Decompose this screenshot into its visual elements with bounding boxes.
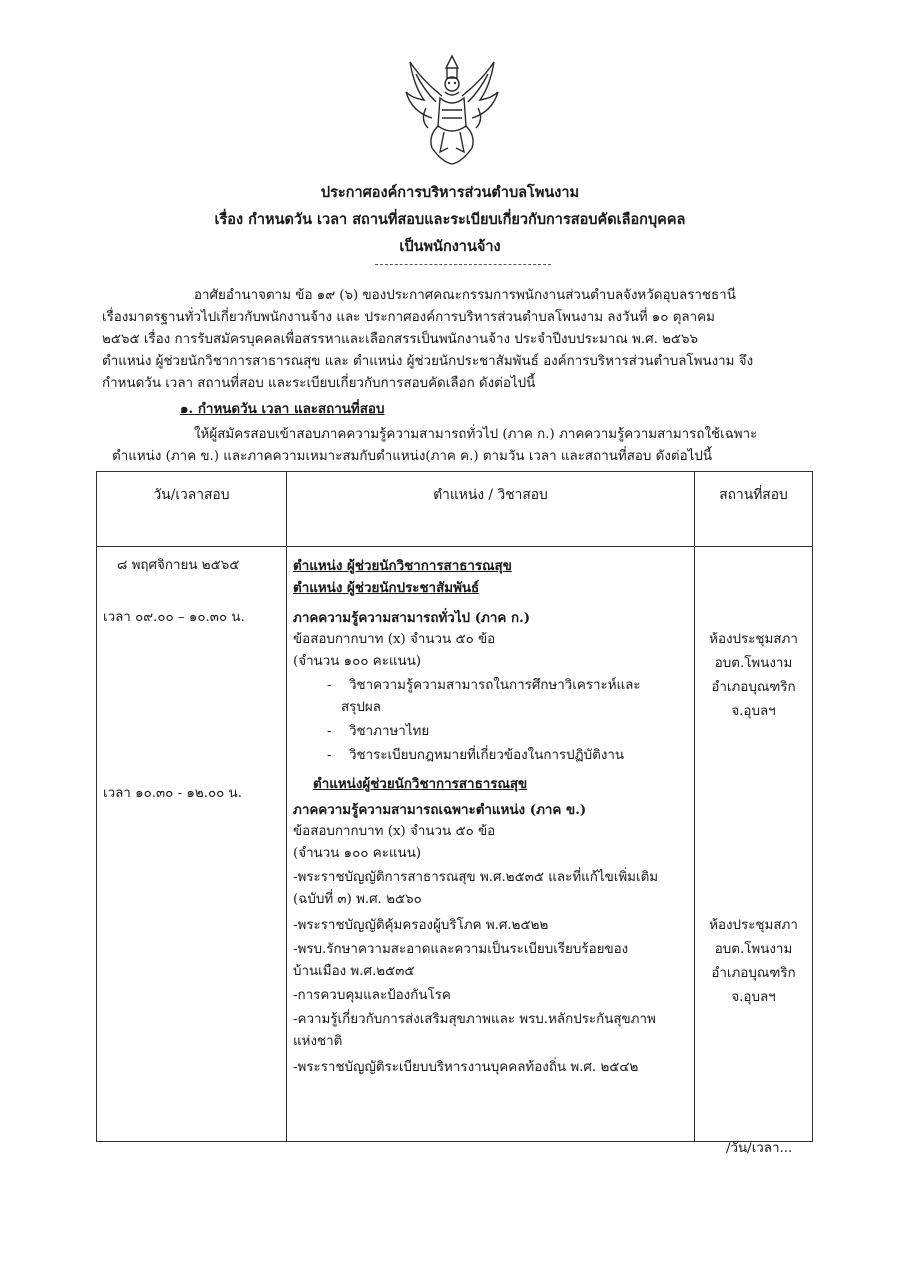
list-item: -พระราชบัญญัติคุ้มครองผู้บริโภค พ.ศ.๒๕๒๒ — [293, 918, 549, 933]
exam-date: ๘ พฤศจิกายน ๒๕๖๕ — [117, 558, 240, 573]
list-item-cont: สรุปผล — [341, 700, 381, 715]
body-paragraph-line: ตำแหน่ง (ภาค ข.) และภาคความเหมาะสมกับตำแหน่ง(ภาค ค.) ตามวัน เวลา และสถานที่สอบ ดังต่อไปนี้ — [112, 449, 713, 464]
part-b-title: ภาคความรู้ความสามารถเฉพาะตำแหน่ง (ภาค ข.) — [293, 802, 587, 818]
list-item: -พระราชบัญญัติการสาธารณสุข พ.ศ.๒๕๓๕ และที่แก้ไขเพิ่มเติม — [293, 870, 659, 885]
list-item: -ความรู้เกี่ยวกับการส่งเสริมสุขภาพและ พรบ.หลักประกันสุขภาพ — [293, 1012, 656, 1027]
part-b-score: (จำนวน ๑๐๐ คะแนน) — [293, 846, 422, 861]
part-a-mcq: ข้อสอบกากบาท (x) จำนวน ๕๐ ข้อ — [293, 632, 496, 647]
continuation-note: /วัน/เวลา... — [726, 1141, 793, 1156]
location-line: อบต.โพนงาม — [714, 656, 793, 671]
exam-schedule-table — [96, 471, 813, 1142]
list-item: -พรบ.รักษาความสะอาดและความเป็นระเบียบเรียบร้อยของ — [293, 942, 629, 957]
location-line: ห้องประชุมสภา — [709, 918, 798, 933]
body-paragraph-line: ๒๕๖๕ เรื่อง การรับสมัครบุคคลเพื่อสรรหาและเลือกสรรเป็นพนักงานจ้าง ประจำปีงบประมาณ พ.ศ. ๒๕๖๖ — [102, 332, 699, 347]
header-date-time: วัน/เวลาสอบ — [97, 472, 287, 547]
location-line: อบต.โพนงาม — [714, 942, 793, 957]
announcement-title: ประกาศองค์การบริหารส่วนตำบลโพนงาม — [320, 184, 580, 201]
section-heading: ๑. กำหนดวัน เวลา และสถานที่สอบ — [180, 401, 385, 417]
garuda-emblem-icon — [402, 52, 502, 168]
title-separator — [375, 264, 551, 265]
part-b-mcq: ข้อสอบกากบาท (x) จำนวน ๕๐ ข้อ — [293, 824, 496, 839]
location-cell — [695, 547, 813, 1142]
body-paragraph-line: ตำแหน่ง ผู้ช่วยนักวิชาการสาธารณสุข และ ตำแหน่ง ผู้ช่วยนักประชาสัมพันธ์ องค์การบริหารส่วนตำบลโพนงาม จึง — [102, 354, 754, 369]
table-header-row — [97, 472, 813, 547]
list-item-cont: (ฉบับที่ ๓) พ.ศ. ๒๕๖๐ — [293, 892, 422, 907]
exam-time-1: เวลา ๐๙.๐๐ – ๑๐.๓๐ น. — [103, 610, 245, 625]
exam-time-2: เวลา ๑๐.๓๐ - ๑๒.๐๐ น. — [103, 786, 242, 801]
header-location: สถานที่สอบ — [695, 472, 813, 547]
table-row — [97, 547, 813, 1142]
list-item: -พระราชบัญญัติระเบียบบริหารงานบุคคลท้องถิ่น พ.ศ. ๒๕๔๒ — [293, 1060, 639, 1075]
subject-cell — [287, 547, 695, 1142]
body-paragraph-line: เรื่องมาตรฐานทั่วไปเกี่ยวกับพนักงานจ้าง และ ประกาศองค์การบริหารส่วนตำบลโพนงาม ลงวันที่ ๑๐ ตุลาคม — [102, 310, 715, 325]
list-item-cont: บ้านเมือง พ.ศ.๒๕๓๕ — [293, 964, 415, 979]
list-item: -การควบคุมและป้องกันโรค — [293, 988, 451, 1003]
announcement-subject: เรื่อง กำหนดวัน เวลา สถานที่สอบและระเบียบเกี่ยวกับการสอบคัดเลือกบุคคล — [214, 211, 686, 228]
location-line: จ.อุบลฯ — [731, 990, 776, 1005]
body-paragraph-line: ให้ผู้สมัครสอบเข้าสอบภาคความรู้ความสามารถทั่วไป (ภาค ก.) ภาคความรู้ความสามารถใช้เฉพาะ — [194, 427, 758, 442]
position-1: ตำแหน่ง ผู้ช่วยนักวิชาการสาธารณสุข — [293, 558, 512, 574]
body-paragraph-line: อาศัยอำนาจตาม ข้อ ๑๙ (๖) ของประกาศคณะกรรมการพนักงานส่วนตำบลจังหวัดอุบลราชธานี — [194, 288, 736, 303]
list-item: - วิชาภาษาไทย — [327, 724, 430, 739]
announcement-subject-cont: เป็นพนักงานจ้าง — [399, 238, 501, 255]
list-item-cont: แห่งชาติ — [293, 1034, 343, 1049]
location-line: จ.อุบลฯ — [731, 704, 776, 719]
body-paragraph-line: กำหนดวัน เวลา สถานที่สอบ และระเบียบเกี่ยวกับการสอบคัดเลือก ดังต่อไปนี้ — [102, 376, 536, 391]
list-item: - วิชาความรู้ความสามารถในการศึกษาวิเคราะห์และ — [327, 678, 641, 693]
header-position-subject: ตำแหน่ง / วิชาสอบ — [287, 472, 695, 547]
list-item: - วิชาระเบียบกฎหมายที่เกี่ยวข้องในการปฏิบัติงาน — [327, 748, 625, 763]
position-3: ตำแหน่งผู้ช่วยนักวิชาการสาธารณสุข — [313, 776, 528, 792]
part-a-score: (จำนวน ๑๐๐ คะแนน) — [293, 654, 422, 669]
location-line: อำเภอบุณฑริก — [711, 966, 796, 981]
location-line: อำเภอบุณฑริก — [711, 680, 796, 695]
position-2: ตำแหน่ง ผู้ช่วยนักประชาสัมพันธ์ — [293, 580, 480, 596]
location-line: ห้องประชุมสภา — [709, 632, 798, 647]
part-a-title: ภาคความรู้ความสามารถทั่วไป (ภาค ก.) — [293, 610, 531, 626]
date-time-cell — [97, 547, 287, 1142]
